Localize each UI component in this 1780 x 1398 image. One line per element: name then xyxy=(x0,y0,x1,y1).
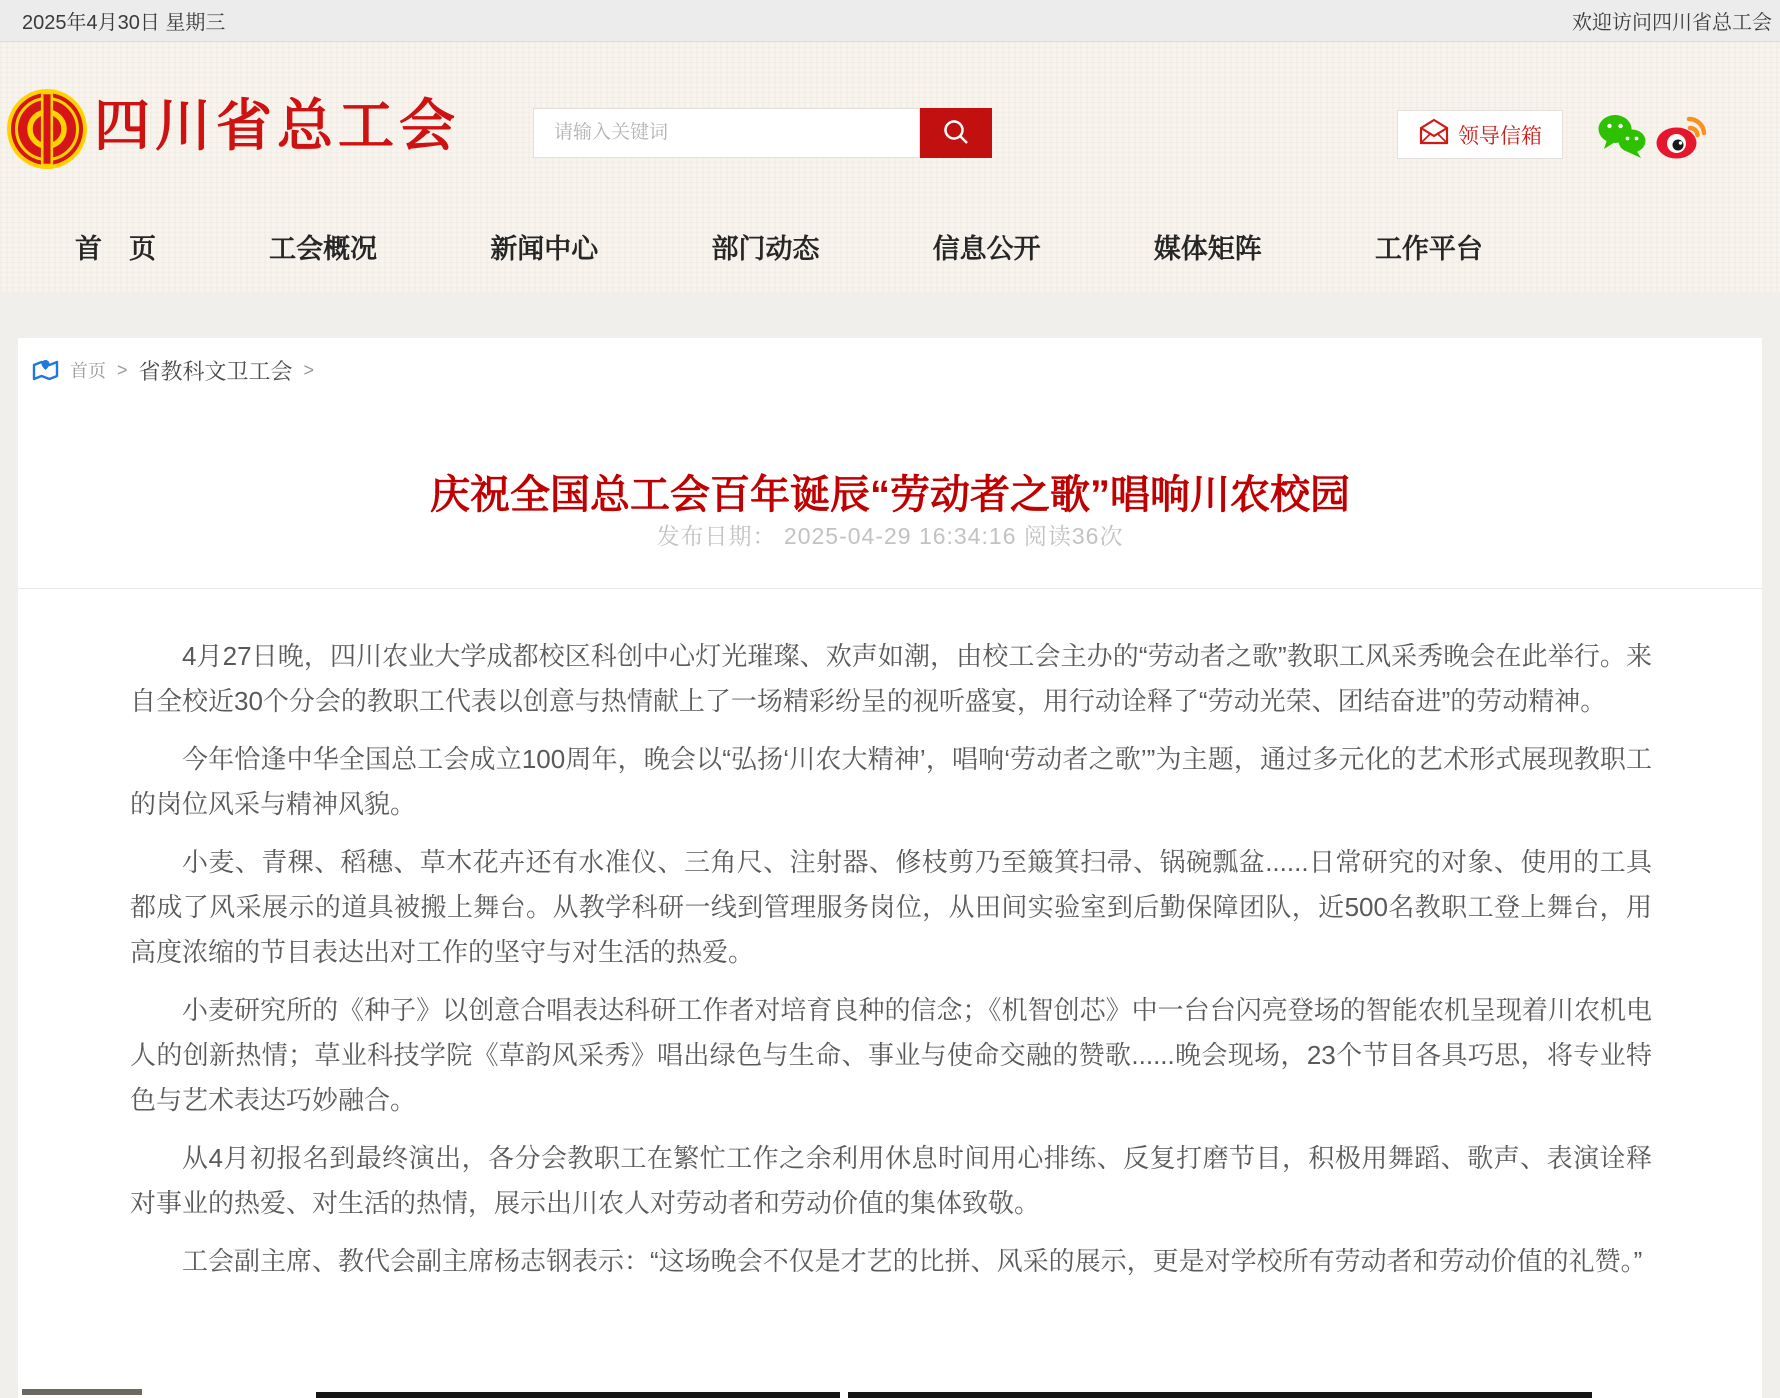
union-emblem-logo-icon[interactable] xyxy=(6,88,88,170)
footer-clipped-bar xyxy=(848,1392,1592,1398)
topbar-date: 2025年4月30日 星期三 xyxy=(22,12,226,34)
content-panel xyxy=(18,338,1762,1398)
search-button[interactable] xyxy=(920,108,992,158)
nav-item-dept[interactable]: 部门动态 xyxy=(711,234,820,264)
nav-item-media[interactable]: 媒体矩阵 xyxy=(1153,234,1262,264)
article-paragraph: 今年恰逢中华全国总工会成立100周年，晚会以“弘扬‘川农大精神’，唱响‘劳动者之歌’”为主题，通过多元化的艺术形式展现教职工的岗位风采与精神风貌。 xyxy=(130,744,1652,819)
weibo-icon[interactable] xyxy=(1655,110,1707,160)
breadcrumb-home-link[interactable]: 首页 xyxy=(70,361,106,381)
envelope-icon xyxy=(1418,118,1450,151)
site-title[interactable]: 四川省总工会 xyxy=(94,96,460,158)
nav-item-overview[interactable]: 工会概况 xyxy=(269,234,378,264)
search-input[interactable] xyxy=(533,108,920,158)
nav-item-news[interactable]: 新闻中心 xyxy=(490,234,599,264)
map-location-icon xyxy=(32,357,59,384)
breadcrumb-separator: > xyxy=(117,359,128,380)
footer-clipped-bar xyxy=(316,1392,840,1398)
main-nav xyxy=(75,200,1483,293)
footer-clipped-text xyxy=(22,1389,142,1395)
topbar-welcome: 欢迎访问四川省总工会 xyxy=(1572,12,1772,34)
article-title: 庆祝全国总工会百年诞辰“劳动者之歌”唱响川农校园 xyxy=(430,472,1350,517)
article-paragraph: 从4月初报名到最终演出，各分会教职工在繁忙工作之余利用休息时间用心排练、反复打磨节目，积极用舞蹈、歌声、表演诠释对事业的热爱、对生活的热情，展示出川农人对劳动者和劳动价值的集体致敬。 xyxy=(130,1143,1652,1218)
article-meta: 发布日期： 2025-04-29 16:34:16 阅读36次 xyxy=(656,523,1124,549)
nav-item-info[interactable]: 信息公开 xyxy=(932,234,1041,264)
nav-item-home[interactable]: 首 页 xyxy=(75,234,156,264)
article-paragraph: 小麦、青稞、稻穗、草木花卉还有水准仪、三角尺、注射器、修枝剪乃至簸箕扫帚、锅碗瓢盆......日常研究的对象、使用的工具都成了风采展示的道具被搬上舞台。从教学科研一线到管理服务岗位，从田间实验室到后勤保障团队，近500名教职工登上舞台，用高度浓缩的节目表达出对工作的坚守与对生活的热爱。 xyxy=(130,847,1652,967)
article-paragraph: 小麦研究所的《种子》以创意合唱表达科研工作者对培育良种的信念；《机智创芯》中一台台闪亮登场的智能农机呈现着川农机电人的创新热情；草业科技学院《草韵风采秀》唱出绿色与生命、事业与使命交融的赞歌......晚会现场，23个节目各具巧思，将专业特色与艺术表达巧妙融合。 xyxy=(130,995,1652,1115)
breadcrumb-section-link[interactable]: 省教科文卫工会 xyxy=(138,358,293,384)
breadcrumb-separator: > xyxy=(303,359,315,380)
search-icon xyxy=(941,117,971,150)
wechat-icon[interactable] xyxy=(1597,110,1647,160)
breadcrumb xyxy=(32,352,314,388)
article-body xyxy=(130,634,1652,1297)
title-divider xyxy=(18,588,1762,589)
leader-mailbox-button[interactable] xyxy=(1397,110,1563,159)
site-header xyxy=(0,42,1780,293)
article-paragraph: 工会副主席、教代会副主席杨志钢表示：“这场晚会不仅是才艺的比拼、风采的展示，更是对学校所有劳动者和劳动价值的礼赞。” xyxy=(182,1246,1643,1276)
leader-mailbox-label: 领导信箱 xyxy=(1458,124,1542,148)
topbar xyxy=(0,0,1780,42)
article-paragraph: 4月27日晚，四川农业大学成都校区科创中心灯光璀璨、欢声如潮，由校工会主办的“劳动者之歌”教职工风采秀晚会在此举行。来自全校近30个分会的教职工代表以创意与热情献上了一场精彩纷呈的视听盛宴，用行动诠释了“劳动光荣、团结奋进”的劳动精神。 xyxy=(130,641,1652,716)
nav-item-platform[interactable]: 工作平台 xyxy=(1374,234,1483,264)
